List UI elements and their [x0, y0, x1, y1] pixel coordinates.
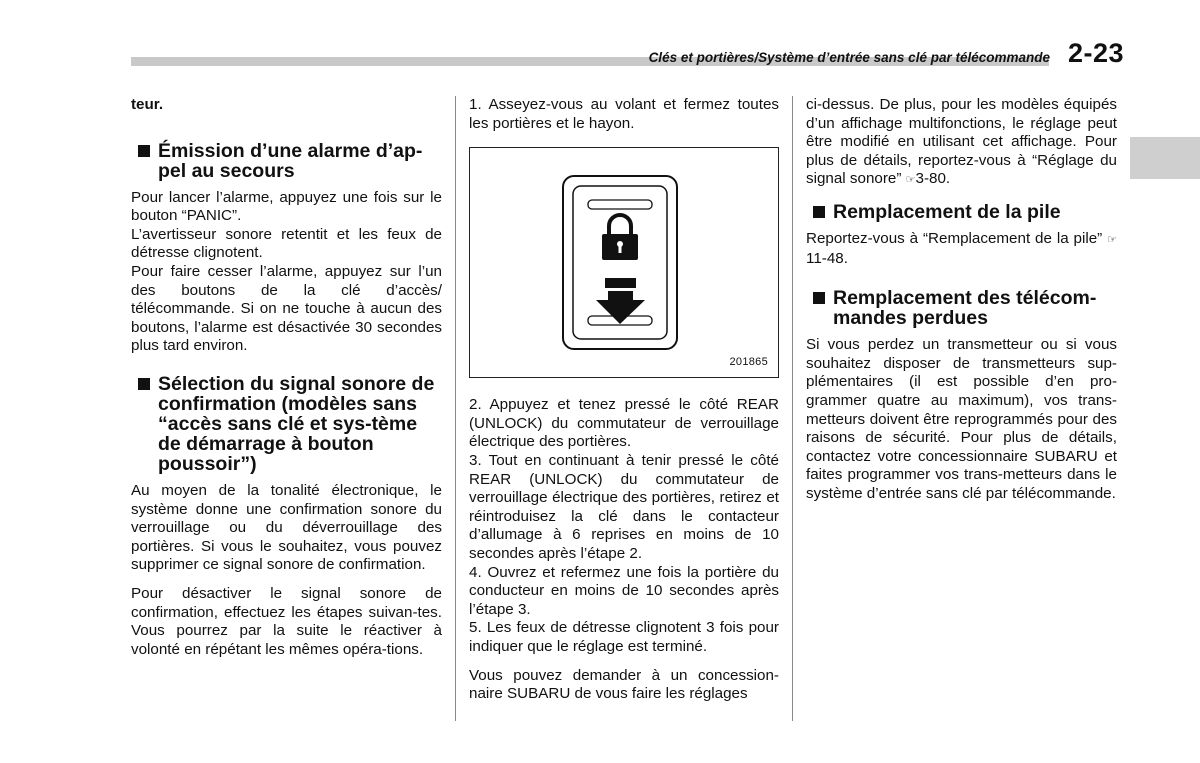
heading-bullet-icon [813, 292, 825, 304]
paragraph: ci-dessus. De plus, pour les modèles équipés d’un affichage multifonctions, le réglage peut être modifié en utilisant cet affichage. Pour plus de détails, reportez-vous à “Réglage du signal sonore” ☞3-80. [806, 96, 1117, 188]
step: 5. Les feux de détresse clignotent 3 fois pour indiquer que le réglage est terminé. [469, 619, 779, 655]
paragraph: Au moyen de la tonalité électronique, le système donne une confirmation sonore du verrouillage ou du déverrouillage des portières. Si vous le souhaitez, vous pouvez supprimer ce signal sonore de confirmation. [131, 481, 442, 574]
step: 2. Appuyez et tenez pressé le côté REAR (UNLOCK) du commutateur de verrouillage électrique des portières. [469, 396, 779, 451]
page-reference: 3-80. [915, 170, 951, 188]
page-reference-icon: ☞ [1107, 233, 1117, 246]
chapter-tab [1130, 137, 1200, 179]
continued-text: teur. [131, 96, 164, 113]
page-number: 2-23 [1068, 38, 1125, 68]
page-reference: 11-48. [806, 249, 848, 267]
column-right [806, 96, 1117, 504]
door-lock-switch-illustration [470, 148, 778, 377]
heading-bullet-icon [813, 206, 825, 218]
page-reference-icon: ☞ [905, 174, 916, 187]
heading-signal: Sélection du signal sonore de confirmation (modèles sans “accès sans clé et sys-tème de démarrage à bouton poussoir”) [131, 374, 442, 474]
paragraph: Si vous perdez un transmetteur ou si vous souhaitez disposer de transmetteurs sup-plémentaires (il est possible d’en pro-grammer quatre au maximum), vos trans-metteurs doivent être reprogrammés pour des raisons de sécurité. Pour plus de détails, contactez votre concessionnaire SUBARU et faites programmer vos trans-metteurs dans le système d’entrée sans clé par télécommande. [806, 336, 1117, 502]
paragraph: Reportez-vous à “Remplacement de la pile” ☞11-48. [806, 229, 1117, 267]
column-middle [469, 96, 779, 704]
column-divider [792, 96, 793, 721]
step: 3. Tout en continuant à tenir pressé le côté REAR (UNLOCK) du commutateur de verrouillage électrique des portières, retirez et réintroduisez la clé dans le contacteur d’allumage à 6 reprises en moins de 10 secondes après l’étape 2. [469, 451, 779, 562]
figure-id: 201865 [729, 355, 768, 368]
column-left [131, 96, 442, 659]
down-arrow-icon [596, 278, 645, 324]
heading-bullet-icon [138, 145, 150, 157]
paragraph: Pour désactiver le signal sonore de confirmation, effectuez les étapes suivan-tes. Vous pourrez par la suite le réactiver à volonté en répétant les mêmes opéra-tions. [131, 584, 442, 658]
heading-bullet-icon [138, 378, 150, 390]
padlock-icon [602, 215, 638, 260]
paragraph: Pour faire cesser l’alarme, appuyez sur l’un des boutons de la clé d’accès/ télécommande. Si on ne touche à aucun des boutons, l’alarme est désactivée 30 secondes plus tard environ. [131, 262, 442, 355]
paragraph: L’avertisseur sonore retentit et les feux de détresse clignotent. [131, 225, 442, 262]
heading-lost-remotes: Remplacement des télécom-mandes perdues [806, 288, 1117, 328]
step: 1. Asseyez-vous au volant et fermez toutes les portières et le hayon. [469, 96, 779, 132]
step: 4. Ouvrez et refermez une fois la portière du conducteur en moins de 10 secondes après l’étape 3. [469, 563, 779, 618]
lock-switch-figure [469, 147, 779, 378]
paragraph: Vous pouvez demander à un concession-naire SUBARU de vous faire les réglages [469, 666, 779, 703]
heading-battery: Remplacement de la pile [806, 202, 1117, 222]
heading-alarm: Émission d’une alarme d’ap-pel au secours [131, 141, 442, 181]
column-divider [455, 96, 456, 721]
paragraph: Pour lancer l’alarme, appuyez une fois sur le bouton “PANIC”. [131, 188, 442, 225]
section-title: Clés et portières/Système d’entrée sans clé par télécommande [648, 50, 1050, 65]
